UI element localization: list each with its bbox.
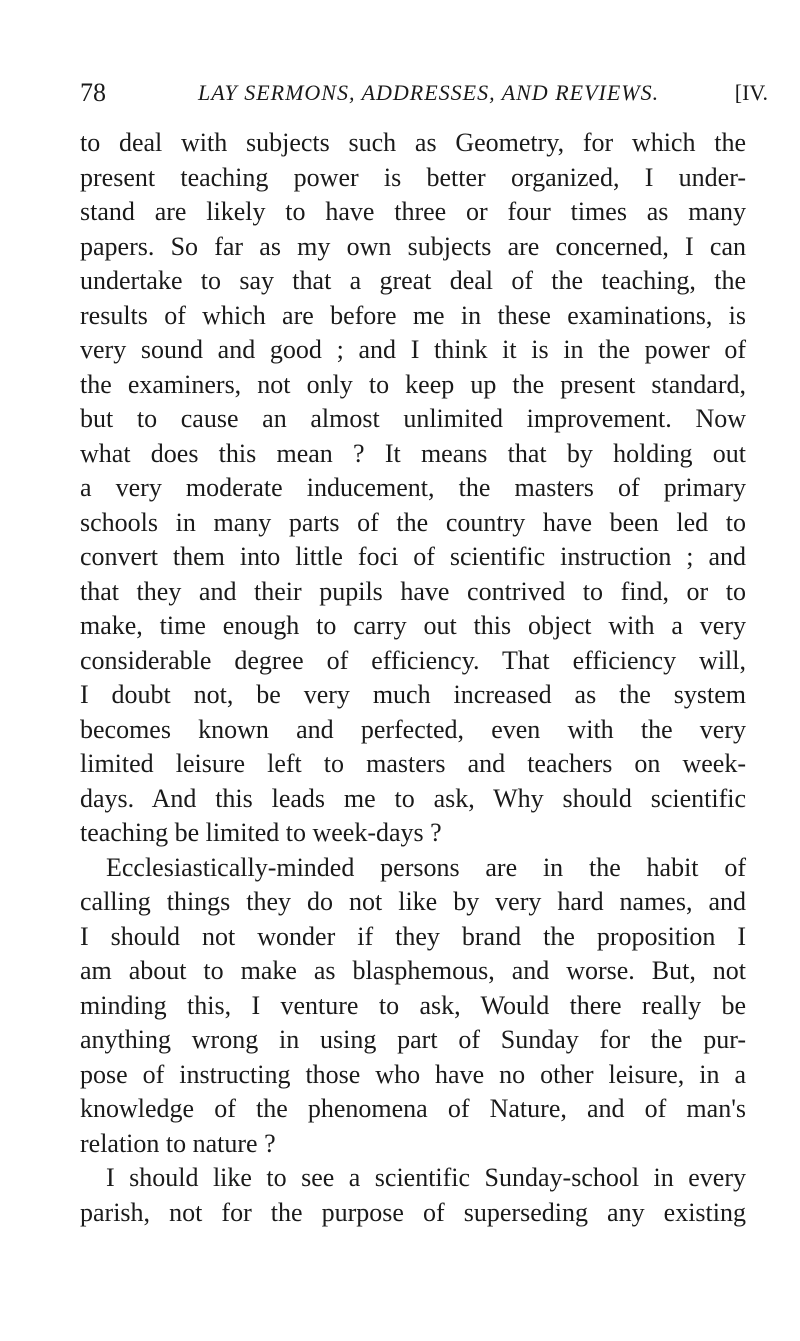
text-line: very sound and good ; and I think it is in the power of — [80, 335, 746, 364]
text-line: minding this, I venture to ask, Would there really be — [80, 990, 746, 1020]
text-line: present teaching power is better organized, I under- — [80, 162, 746, 192]
text-line: but to cause an almost unlimited improvement. Now — [80, 404, 746, 433]
text-line: I doubt not, be very much increased as the system — [80, 680, 746, 709]
text-line: teaching be limited to week-days ? — [80, 818, 442, 847]
text-line: relation to nature ? — [80, 1128, 276, 1158]
paragraph — [80, 126, 746, 851]
page-number: 78 — [80, 78, 106, 107]
text-line: days. And this leads me to ask, Why should scientific — [80, 783, 746, 813]
running-header — [80, 76, 768, 110]
paragraph — [80, 851, 746, 1162]
running-title: LAY SERMONS, ADDRESSES, AND REVIEWS. — [198, 80, 660, 105]
text-line: convert them into little foci of scientific instruction ; and — [80, 542, 746, 571]
text-line: am about to make as blasphemous, and worse. But, not — [80, 956, 746, 985]
chapter-marker: [IV. — [734, 80, 768, 105]
text-line: becomes known and perfected, even with the very — [80, 714, 746, 744]
text-line: a very moderate inducement, the masters of primary — [80, 473, 746, 502]
text-line: the examiners, not only to keep up the present standard, — [80, 369, 746, 399]
text-line: undertake to say that a great deal of the teaching, the — [80, 266, 746, 295]
text-line: that they and their pupils have contrived to find, or to — [80, 576, 746, 606]
text-line: stand are likely to have three or four times as many — [80, 197, 746, 226]
text-line: knowledge of the phenomena of Nature, and of man's — [80, 1094, 746, 1123]
text-line: Ecclesiastically-minded persons are in the habit of — [106, 852, 746, 882]
text-line: parish, not for the purpose of superseding any existing — [80, 1197, 746, 1227]
text-line: results of which are before me in these examinations, is — [80, 300, 746, 330]
body-text — [80, 126, 746, 1230]
text-line: papers. So far as my own subjects are concerned, I can — [80, 231, 746, 261]
text-line: make, time enough to carry out this object with a very — [80, 611, 746, 640]
text-line: to deal with subjects such as Geometry, for which the — [80, 128, 746, 157]
text-line: considerable degree of efficiency. That efficiency will, — [80, 645, 746, 675]
paragraph — [80, 1161, 746, 1230]
text-line: I should not wonder if they brand the proposition I — [80, 921, 746, 951]
text-line: anything wrong in using part of Sunday for the pur- — [80, 1025, 746, 1054]
text-line: what does this mean ? It means that by holding out — [80, 438, 746, 468]
text-line: limited leisure left to masters and teachers on week- — [80, 749, 746, 778]
text-line: I should like to see a scientific Sunday-school in every — [106, 1163, 746, 1192]
text-line: calling things they do not like by very hard names, and — [80, 887, 746, 916]
text-line: schools in many parts of the country have been led to — [80, 507, 746, 537]
text-line: pose of instructing those who have no other leisure, in a — [80, 1059, 746, 1089]
